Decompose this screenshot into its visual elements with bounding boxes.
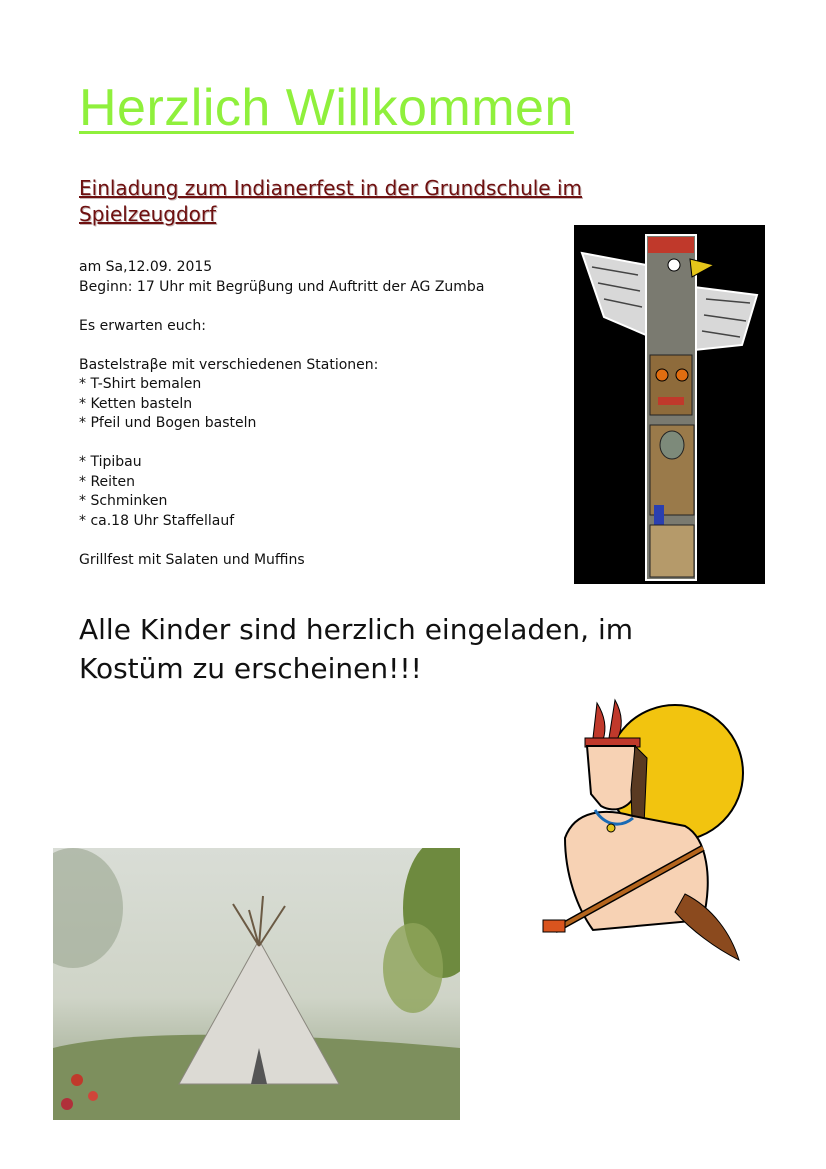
totem-pole-image — [574, 225, 765, 584]
list-item: * Reiten — [79, 473, 136, 490]
list-item: * ca.18 Uhr Staffellauf — [79, 512, 235, 529]
costume-callout: Alle Kinder sind herzlich eingeladen, im Kostüm zu erscheinen!!! — [79, 613, 633, 685]
event-start: Beginn: 17 Uhr mit Begrüβung und Auftritt der AG Zumba — [79, 278, 485, 295]
tipi-photo — [53, 848, 460, 1120]
event-date: am Sa,12.09. 2015 — [79, 259, 213, 275]
native-man-illustration — [535, 698, 765, 968]
invitation-heading: Einladung zum Indianerfest in der Grundschule im Spielzeugdorf — [79, 176, 583, 226]
list-item: * Tipibau — [79, 454, 142, 470]
list-item: * Pfeil und Bogen basteln — [79, 415, 257, 431]
page-title: Herzlich Willkommen — [79, 79, 574, 137]
crafts-heading: Bastelstraβe mit verschiedenen Stationen: — [79, 356, 379, 373]
list-item: * Ketten basteln — [79, 395, 193, 412]
list-item: * T-Shirt bemalen — [79, 376, 202, 392]
event-details — [79, 258, 549, 570]
expect-intro: Es erwarten euch: — [79, 317, 206, 334]
list-item: * Schminken — [79, 493, 168, 509]
food-note: Grillfest mit Salaten und Muffins — [79, 551, 305, 568]
